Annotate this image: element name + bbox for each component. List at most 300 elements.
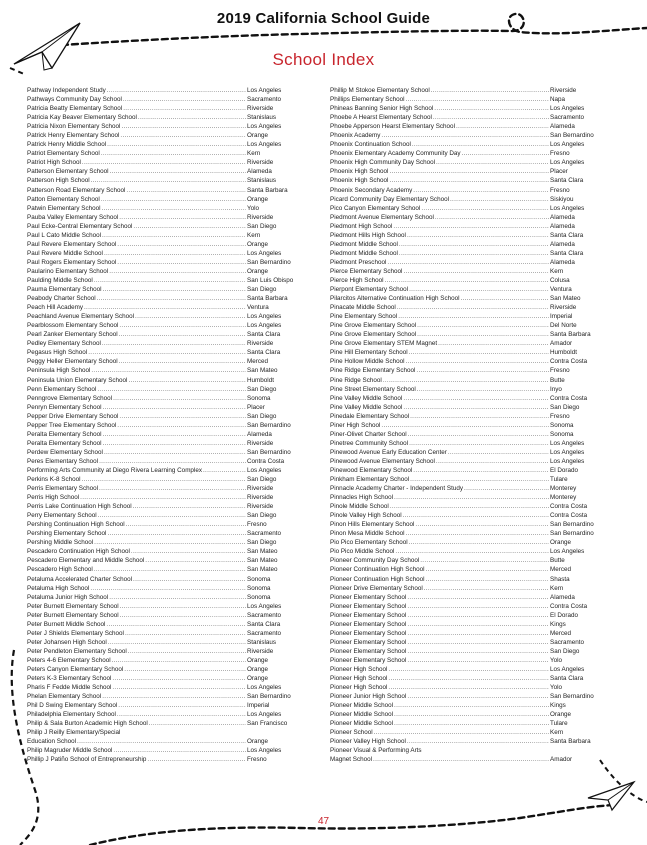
school-name: Peter Burnett Middle School: [27, 620, 106, 628]
county-name: Riverside: [247, 213, 274, 221]
school-name: Piner-Olivet Charter School: [330, 430, 407, 438]
school-name: Peters Canyon Elementary School: [27, 666, 124, 673]
page-number: 47: [317, 816, 330, 827]
leader-dots: [119, 321, 246, 330]
school-name: Peter J Shields Elementary School: [27, 629, 124, 637]
county-name: Kern: [247, 231, 261, 239]
leader-dots: [390, 502, 549, 511]
index-entry: [27, 701, 302, 710]
leader-dots: [120, 611, 246, 620]
index-entry: [27, 674, 302, 683]
school-name: Performing Arts Community at Diego Rivera Learning Complex: [27, 466, 202, 474]
school-name: Peter Johansen High School: [27, 638, 107, 646]
county-name: Contra Costa: [550, 512, 588, 520]
index-entry: [330, 466, 602, 475]
index-entry: [27, 611, 302, 620]
school-name: Phillip J Patiño School of Entrepreneurship: [27, 756, 147, 764]
index-entry: [27, 430, 302, 439]
county-name: Sacramento: [550, 638, 584, 646]
leader-dots: [103, 430, 246, 439]
county-name: Amador: [550, 340, 573, 348]
county-name: San Francisco: [247, 720, 288, 728]
leader-dots: [82, 475, 246, 484]
leader-dots: [385, 276, 549, 285]
school-name: Piedmont Preschool: [330, 258, 387, 266]
school-name: Pershing Continuation High School: [27, 521, 125, 529]
leader-dots: [389, 167, 549, 176]
county-name: Alameda: [550, 240, 575, 248]
county-name: Santa Barbara: [247, 186, 288, 194]
school-name: Pinewood Elementary School: [330, 466, 413, 474]
county-name: Kings: [550, 702, 566, 710]
school-name: Picard Community Day Elementary School: [330, 195, 449, 203]
leader-dots: [383, 376, 549, 385]
leader-dots: [403, 511, 549, 520]
county-name: San Diego: [550, 647, 580, 655]
school-name: Phoenix Secondary Academy: [330, 186, 413, 194]
index-entry: [27, 158, 302, 167]
school-name: Peach Hill Academy: [27, 304, 83, 312]
school-name: Pine Ridge School: [330, 376, 382, 384]
index-entry: [330, 511, 602, 520]
index-entry: [27, 565, 302, 574]
county-name: Riverside: [550, 87, 577, 94]
school-name: Perris High School: [27, 494, 80, 502]
leader-dots: [117, 240, 246, 249]
school-name: Phoenix Continuation School: [330, 141, 411, 149]
school-name: Piedmont Middle School: [330, 240, 398, 248]
leader-dots: [388, 674, 549, 683]
leader-dots: [133, 502, 246, 511]
index-entry: [330, 611, 602, 620]
index-entry: [330, 113, 602, 122]
county-name: Placer: [247, 403, 265, 411]
leader-dots: [112, 656, 246, 665]
county-name: Yolo: [550, 656, 563, 664]
county-name: Imperial: [247, 702, 270, 710]
index-entry: [27, 638, 302, 647]
school-name: Pine Grove Elementary School: [330, 331, 417, 339]
index-entry: [330, 755, 602, 764]
county-name: Riverside: [550, 304, 577, 312]
index-entry: [330, 330, 602, 339]
school-name: Phelan Elementary School: [27, 693, 102, 701]
school-name: Piedmont Avenue Elementary School: [330, 213, 434, 221]
leader-dots: [104, 448, 246, 457]
school-name: Pedley Elementary School: [27, 340, 101, 348]
index-entry: [330, 728, 602, 737]
school-name: Phil D Swing Elementary School: [27, 702, 118, 710]
leader-dots: [119, 357, 246, 366]
school-name: Peters K-3 Elementary School: [27, 675, 112, 683]
leader-dots: [145, 556, 246, 565]
leader-dots: [426, 565, 549, 574]
county-name: Sonoma: [247, 394, 271, 402]
index-entry: [330, 547, 602, 556]
county-name: San Bernardino: [247, 448, 291, 456]
school-name: Pinnacles High School: [330, 494, 394, 502]
school-name: Peter Burnett Elementary School: [27, 611, 119, 619]
county-name: San Mateo: [247, 548, 278, 556]
school-name: Peter Burnett Elementary School: [27, 602, 119, 610]
index-entry: [27, 457, 302, 466]
school-name: Phineas Banning Senior High School: [330, 105, 434, 113]
section-title: School Index: [272, 50, 375, 69]
index-entry: [330, 376, 602, 385]
school-name: Pinetree Community School: [330, 439, 409, 447]
school-name: Phoenix Academy: [330, 132, 381, 140]
leader-dots: [407, 602, 549, 611]
county-name: Los Angeles: [550, 105, 585, 113]
school-name: Pescadero High School: [27, 566, 93, 574]
index-entry: [27, 737, 302, 746]
school-name: Patrick Henry Middle School: [27, 141, 107, 149]
index-entry: [27, 403, 302, 412]
school-name: Patterson Road Elementary School: [27, 186, 126, 194]
county-name: Fresno: [550, 412, 570, 420]
school-name: Phoebe A Hearst Elementary School: [330, 114, 432, 122]
county-name: San Diego: [247, 222, 277, 230]
index-entry: [27, 719, 302, 728]
school-name: Paul Revere Middle School: [27, 249, 103, 257]
leader-dots: [406, 529, 549, 538]
index-entry: [330, 638, 602, 647]
school-name: Pioneer Valley High School: [330, 738, 406, 746]
index-entry: [27, 204, 302, 213]
school-name: Pioneer Continuation High School: [330, 575, 425, 583]
leader-dots: [421, 204, 549, 213]
county-name: San Mateo: [247, 566, 278, 574]
leader-dots: [393, 222, 549, 231]
county-name: Humboldt: [550, 349, 577, 357]
leader-dots: [125, 629, 246, 638]
county-name: San Diego: [247, 512, 277, 520]
school-name: Pinon Hills Elementary School: [330, 521, 415, 529]
leader-dots: [131, 547, 246, 556]
county-name: Los Angeles: [247, 322, 282, 330]
index-entry: [27, 629, 302, 638]
index-entry: [27, 593, 302, 602]
school-name: Philip Magruder Middle School: [27, 747, 113, 755]
leader-dots: [424, 584, 549, 593]
school-name: Pioneer Continuation High School: [330, 566, 425, 574]
index-column-left: [27, 86, 302, 765]
school-name: Pathway Independent Study: [27, 87, 106, 94]
school-name: Pinewood Avenue Elementary School: [330, 457, 435, 465]
index-entry: [27, 231, 302, 240]
school-name: Pescadero Elementary and Middle School: [27, 557, 145, 565]
county-name: Fresno: [550, 150, 570, 158]
index-entry: [27, 113, 302, 122]
county-name: San Diego: [550, 403, 580, 411]
county-name: Los Angeles: [247, 602, 282, 610]
school-name: Penryn Elementary School: [27, 403, 102, 411]
leader-dots: [119, 330, 246, 339]
index-entry: [27, 267, 302, 276]
county-name: Los Angeles: [550, 159, 585, 167]
leader-dots: [409, 285, 549, 294]
school-name: Pioneer Elementary School: [330, 620, 407, 628]
index-entry: [27, 502, 302, 511]
index-entry: [330, 412, 602, 421]
index-entry: [330, 710, 602, 719]
index-entry: [330, 457, 602, 466]
school-name: Pioneer Middle School: [330, 702, 394, 710]
index-entry: [330, 366, 602, 375]
leader-dots: [407, 737, 549, 746]
leader-dots: [448, 448, 549, 457]
county-name: San Mateo: [550, 295, 581, 303]
leader-dots: [123, 104, 246, 113]
index-entry: [27, 249, 302, 258]
county-name: Riverside: [247, 159, 274, 167]
leader-dots: [410, 412, 549, 421]
leader-dots: [112, 683, 246, 692]
county-name: Kern: [550, 584, 564, 592]
school-name: Pinewood Avenue Early Education Center: [330, 448, 447, 456]
county-name: Santa Clara: [247, 620, 281, 628]
index-entry: [27, 348, 302, 357]
index-entry: [27, 692, 302, 701]
leader-dots: [403, 267, 549, 276]
county-name: Stanislaus: [247, 177, 277, 185]
county-name: Yolo: [550, 684, 563, 692]
leader-dots: [117, 421, 246, 430]
school-name: Peters 4-6 Elementary School: [27, 656, 111, 664]
school-name: Pine Grove Elementary STEM Magnet: [330, 340, 438, 348]
school-name: Pine Street Elementary School: [330, 385, 416, 393]
county-name: Fresno: [247, 521, 267, 529]
county-name: Orange: [247, 132, 269, 140]
school-name: Pioneer High School: [330, 675, 388, 683]
school-name: Petaluma Junior High School: [27, 593, 109, 601]
school-name: Pioneer Elementary School: [330, 638, 407, 646]
leader-dots: [415, 520, 549, 529]
county-name: Orange: [550, 539, 572, 547]
county-name: Sacramento: [247, 530, 281, 538]
school-name: Pine Valley Middle School: [330, 403, 403, 411]
county-name: Santa Clara: [550, 249, 584, 257]
leader-dots: [395, 547, 549, 556]
leader-dots: [117, 710, 246, 719]
index-entry: [330, 538, 602, 547]
index-entry: [330, 475, 602, 484]
index-entry: [27, 131, 302, 140]
county-name: Kings: [550, 620, 566, 628]
county-name: Los Angeles: [247, 249, 282, 257]
county-name: Sonoma: [550, 430, 574, 438]
index-entry: [27, 412, 302, 421]
school-name: Pershing Elementary School: [27, 530, 107, 538]
school-name: Pioneer Visual & Performing Arts: [330, 747, 422, 755]
county-name: Fresno: [550, 186, 570, 194]
index-entry: [330, 276, 602, 285]
index-entry: [330, 421, 602, 430]
county-name: Riverside: [247, 647, 274, 655]
leader-dots: [397, 303, 549, 312]
county-name: Los Angeles: [247, 87, 282, 94]
county-name: Kern: [550, 729, 564, 737]
index-entry: [330, 303, 602, 312]
index-entry: [330, 556, 602, 565]
index-entry: [27, 710, 302, 719]
index-entry: [27, 312, 302, 321]
leader-dots: [388, 683, 549, 692]
index-entry: [330, 448, 602, 457]
leader-dots: [88, 348, 246, 357]
county-name: Contra Costa: [247, 457, 285, 465]
leader-dots: [84, 303, 246, 312]
index-entry: [27, 466, 302, 475]
index-entry: [330, 674, 602, 683]
county-name: Stanislaus: [247, 638, 277, 646]
county-name: Santa Clara: [550, 177, 584, 185]
leader-dots: [436, 158, 549, 167]
school-name: Perkins K-8 School: [27, 476, 81, 484]
county-name: Alameda: [550, 123, 575, 131]
county-name: Sacramento: [247, 96, 281, 104]
leader-dots: [433, 113, 549, 122]
school-name: Phoenix High Community Day School: [330, 159, 435, 167]
school-name: Phoenix High School: [330, 177, 389, 185]
school-name: Pegasus High School: [27, 349, 88, 357]
county-name: Alameda: [247, 168, 272, 176]
county-name: Contra Costa: [550, 503, 588, 511]
leader-dots: [407, 638, 549, 647]
index-entry: [330, 656, 602, 665]
county-name: San Mateo: [247, 367, 278, 375]
county-name: Sonoma: [247, 593, 271, 601]
leader-dots: [420, 556, 549, 565]
leader-dots: [416, 366, 549, 375]
county-name: San Bernardino: [550, 530, 594, 538]
school-name: Pierpont Elementary School: [330, 286, 409, 294]
leader-dots: [110, 167, 246, 176]
county-name: Los Angeles: [550, 548, 585, 556]
county-name: Los Angeles: [550, 457, 585, 465]
index-entry: [27, 276, 302, 285]
school-name: Peggy Heller Elementary School: [27, 358, 118, 366]
leader-dots: [426, 575, 549, 584]
leader-dots: [97, 294, 246, 303]
index-entry: [330, 692, 602, 701]
leader-dots: [107, 86, 246, 95]
index-entry: [27, 366, 302, 375]
index-entry: [330, 86, 602, 95]
county-name: Colusa: [550, 276, 570, 284]
school-name: Peninsula High School: [27, 367, 91, 375]
index-entry: [27, 104, 302, 113]
school-name: Paul Ecke-Central Elementary School: [27, 222, 133, 230]
county-name: Sonoma: [550, 421, 574, 429]
county-name: San Diego: [247, 286, 277, 294]
index-entry: [330, 665, 602, 674]
county-name: Merced: [550, 629, 571, 637]
leader-dots: [464, 484, 549, 493]
county-name: Los Angeles: [247, 141, 282, 149]
index-entry: [330, 285, 602, 294]
index-entry: [27, 149, 302, 158]
leader-dots: [112, 674, 246, 683]
leader-dots: [120, 602, 246, 611]
county-name: Ventura: [550, 286, 572, 294]
county-name: Sacramento: [247, 629, 281, 637]
school-name: Pioneer Drive Elementary School: [330, 584, 423, 592]
leader-dots: [417, 385, 549, 394]
leader-dots: [407, 620, 549, 629]
county-name: Placer: [550, 168, 568, 176]
index-entry: [330, 575, 602, 584]
county-name: Butte: [550, 557, 565, 565]
school-name: Petaluma Accelerated Charter School: [27, 575, 133, 583]
school-name: Phoenix High School: [330, 168, 389, 176]
county-name: Monterey: [550, 494, 577, 502]
leader-dots: [413, 186, 549, 195]
index-entry: [330, 149, 602, 158]
leader-dots: [104, 249, 246, 258]
leader-dots: [406, 95, 549, 104]
leader-dots: [403, 403, 549, 412]
leader-dots: [101, 195, 246, 204]
index-entry: [27, 339, 302, 348]
county-name: Contra Costa: [550, 394, 588, 402]
county-name: Los Angeles: [550, 448, 585, 456]
index-entry: [27, 321, 302, 330]
leader-dots: [102, 204, 247, 213]
leader-dots: [407, 629, 549, 638]
leader-dots: [410, 475, 549, 484]
school-name: Peachland Avenue Elementary School: [27, 313, 135, 321]
index-entry: [27, 511, 302, 520]
leader-dots: [102, 231, 246, 240]
county-name: San Bernardino: [247, 258, 291, 266]
school-name: Pierce High School: [330, 276, 384, 284]
index-entry: [330, 249, 602, 258]
leader-dots: [431, 86, 549, 95]
leader-dots: [120, 131, 246, 140]
school-name: Pathways Community Day School: [27, 96, 122, 104]
index-entry: [330, 176, 602, 185]
leader-dots: [138, 113, 246, 122]
school-name: Penn Elementary School: [27, 385, 97, 393]
index-entry: [330, 484, 602, 493]
index-entry: [27, 86, 302, 95]
county-name: Orange: [247, 666, 269, 673]
county-name: Los Angeles: [247, 711, 282, 719]
school-name: Pico Canyon Elementary School: [330, 204, 421, 212]
school-name: Patriot High School: [27, 159, 81, 167]
county-name: Santa Clara: [550, 675, 584, 683]
leader-dots: [434, 104, 549, 113]
index-entry: [27, 330, 302, 339]
leader-dots: [407, 231, 549, 240]
school-name: Pio Pico Middle School: [330, 548, 395, 556]
school-name: Patricia Nixon Elementary School: [27, 123, 121, 131]
leader-dots: [126, 520, 246, 529]
leader-dots: [117, 258, 246, 267]
county-name: San Diego: [247, 476, 277, 484]
leader-dots: [409, 538, 549, 547]
school-name: Pinon Mesa Middle School: [330, 530, 405, 538]
school-name: Paul L Cato Middle School: [27, 231, 101, 239]
index-entry: [27, 746, 302, 755]
leader-dots: [103, 285, 246, 294]
leader-dots: [406, 357, 549, 366]
school-name: Pio Pico Elementary School: [330, 539, 408, 547]
leader-dots: [373, 755, 549, 764]
county-name: San Bernardino: [550, 693, 594, 701]
leader-dots: [99, 484, 246, 493]
